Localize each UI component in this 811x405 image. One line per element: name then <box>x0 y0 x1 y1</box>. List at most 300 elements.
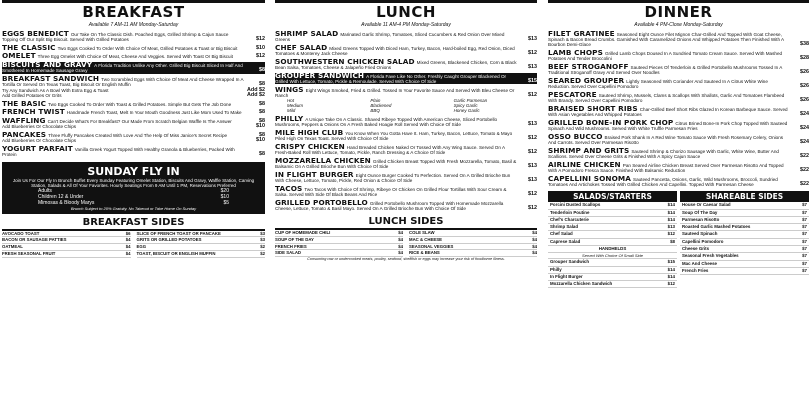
menu-item <box>275 56 537 70</box>
list-price: $14 <box>667 266 675 272</box>
list-price: $14 <box>667 216 675 222</box>
item-desc: Sauteed Shrimp, Mussels, Clams & Scallops With Shallots, Garlic And Tomatoes Flambeed With Brandy. Served Over Capellini Pomodoro <box>548 92 785 103</box>
menu-item <box>275 197 537 211</box>
wing-flavor: Hot <box>287 98 295 103</box>
side-price: $4 <box>398 243 403 249</box>
item-desc: Three Egg Omelet With Choice Of Meat, Cheese And Veggies. Served With Toast Or Big Biscuit <box>37 54 233 60</box>
item-price: $13 <box>528 162 537 169</box>
side-price: $4 <box>532 250 537 256</box>
side-row <box>2 244 131 251</box>
item-name: AIRLINE CHICKEN <box>548 159 621 169</box>
list-row <box>680 246 809 253</box>
starters-and-sides <box>548 191 809 288</box>
addon-price: Add $2 <box>247 86 265 93</box>
item-desc: You Know When You Gotta Have It. Ham, Turkey, Bacon, Lettuce, Tomato & Mayo Piled High On Texas Toast. Served With Choice Of Side <box>275 130 513 141</box>
list-name: Tenderloin Poutine <box>550 209 590 215</box>
side-name: FRESH SEASONAL FRUIT <box>2 250 56 256</box>
item-desc: Sauteed Pieces Of Tenderloin & Grilled Portobello Mushrooms Tossed In A Traditional Stroganoff Gravy And Served Over Noodles <box>548 64 783 75</box>
addon-price: $10 <box>256 123 265 130</box>
list-row <box>548 274 677 281</box>
list-row <box>548 267 677 274</box>
item-price: $15 <box>528 77 537 84</box>
item-price: $13 <box>528 120 537 127</box>
side-name: BACON OR SAUSAGE PATTIES <box>2 237 67 243</box>
list-price: $7 <box>802 238 807 244</box>
item-name: SHRIMP SALAD <box>275 28 339 38</box>
item-price: $24 <box>800 111 809 117</box>
menu-item <box>548 117 809 131</box>
list-row <box>548 259 677 266</box>
list-row <box>548 217 677 224</box>
breakfast-sides-grid <box>2 231 265 258</box>
item-name: GRILLED BONE-IN PORK CHOP <box>548 117 674 127</box>
item-desc: Sauteed Pancetta, Onions, Garlic, Wild Mushrooms, Broccoli, Sundried Tomatoes And Artichokes Tossed With Grilled Chicken And Capellini. Topped With Parmesan Cheese <box>548 176 778 187</box>
breakfast-hours: Available 7 AM-11 AM Monday-Saturday <box>88 22 179 28</box>
list-row <box>680 261 809 268</box>
item-name: MOZZARELLA CHICKEN <box>275 155 371 165</box>
addon-line <box>2 124 265 129</box>
list-name: In Flight Burger <box>550 273 583 279</box>
list-name: House Or Caesar Salad <box>682 202 731 208</box>
item-name: PESCATORE <box>548 89 597 99</box>
list-price: $15 <box>667 259 675 265</box>
list-name: Cheese Grits <box>682 245 710 251</box>
item-price: $12 <box>528 204 537 211</box>
item-name: PHILLY <box>275 113 304 123</box>
list-row <box>680 239 809 246</box>
item-desc: A Unique Take On A Classic. Shaved Ribeye Topped With American Cheese, Sliced Portobello Mushrooms, Peppers & Onions On A Fresh Baked Hoagie Roll Served With Choice Of Side <box>275 116 498 127</box>
side-name: EGG <box>136 244 147 250</box>
item-price: $26 <box>800 83 809 89</box>
wing-flavor: BBQ <box>370 108 380 113</box>
wing-flavor: Mild <box>287 108 296 113</box>
item-desc: Char-Grilled Beef Short Ribs Glazed In Korean Barbeque Sauce. Served With Asian Vegetables And Whipped Potatoes <box>548 106 788 117</box>
item-desc: Eight Wings Smoked, Fried & Grilled. Tossed In Your Favorite Sauce And Served With Bleu Cheese Or Ranch <box>275 87 515 98</box>
list-price: $7 <box>802 202 807 208</box>
breakfast-sides <box>2 217 265 258</box>
menu-item <box>2 98 265 108</box>
item-price: $24 <box>800 125 809 131</box>
list-price: $7 <box>802 267 807 273</box>
sunday-price: $10 <box>220 193 229 200</box>
item-desc: A Florida Tradition Unlike Any Other. Grilled Big Biscuit Sliced In Half And Smothered In Homemade Sausage Gravy <box>2 63 243 74</box>
item-name: PANCAKES <box>2 130 47 140</box>
breakfast-header <box>2 0 265 28</box>
side-price: $4 <box>125 237 131 243</box>
addon-text: Try Any Sandwich As A Bowl With Extra Egg & Toast <box>2 87 109 93</box>
list-name: Porcini Dusted Scallops <box>550 202 601 208</box>
item-desc: Hand Breaded Chicken Naked Or Tossed With Any Wing Sauce. Served On A Fresh-Baked Roll With Lettuce, Tomato, Pickle, Ranch Dressing & A Choice Of Side <box>275 144 505 155</box>
side-name: FRENCH FRIES <box>275 243 307 249</box>
list-row <box>680 253 809 260</box>
list-price: $7 <box>802 224 807 230</box>
list-price: $7 <box>802 209 807 215</box>
side-price: $4 <box>125 250 131 256</box>
list-name: Parmesan Risotto <box>682 216 720 222</box>
item-name: CHEF SALAD <box>275 42 328 52</box>
menu-item <box>548 28 809 48</box>
list-row <box>680 231 809 238</box>
sunday-label: Adults <box>38 187 52 194</box>
item-desc: Seasoned Eight Ounce Filet Mignon Char-Grilled And Topped With Goat Cheese, Spinach & Bacon Bread Crumbs. Garnished With Caramelized Onions And Whipped Potatoes Then Finished With A Bourbon Demi-Glace <box>548 31 784 47</box>
menu-item <box>275 141 537 155</box>
item-name: GROUPER SANDWICH <box>275 70 365 80</box>
item-price: $8 <box>259 151 265 158</box>
item-desc: Mixed Greens Topped With Diced Ham, Turkey, Bacon, Hard-boiled Egg, Red Onion, Diced Tomatoes & Monterey Jack Cheese <box>275 45 515 56</box>
item-price: $38 <box>800 41 809 47</box>
menu-item <box>275 113 537 127</box>
side-row <box>275 237 403 244</box>
menu-item <box>275 169 537 183</box>
lunch-sides <box>275 216 537 262</box>
item-name: GRILLED PORTOBELLO <box>275 197 368 207</box>
side-name: CUP OF HOMEMADE CHILI <box>275 230 331 235</box>
item-price: $12 <box>256 35 265 42</box>
side-row <box>137 237 266 244</box>
breakfast-items <box>2 28 265 158</box>
item-name: IN FLIGHT BURGER <box>275 169 354 179</box>
list-price: $12 <box>667 231 675 237</box>
dinner-title: DINNER <box>639 4 719 20</box>
item-name: BRAISED SHORT RIBS <box>548 103 638 113</box>
sunday-desc: Join Us For Our Fly In Brunch Buffet Every Sunday Featuring Omelet Station, Biscuits And Gravy, Waffle Station, Carving Station, Salads & All Of Your Favorites. Hourly Seatings From 9 AM Until 1 PM, Reservations Preferred <box>12 177 255 188</box>
list-row <box>680 224 809 231</box>
shareable-title: SHAREABLE SIDES <box>680 191 809 202</box>
item-price: $8 <box>259 109 265 116</box>
side-name: COLE SLAW <box>409 230 435 235</box>
item-name: WINGS <box>275 84 304 94</box>
side-price: $6 <box>125 230 131 236</box>
item-price: $22 <box>800 181 809 187</box>
wing-flavor: Plain <box>370 98 381 103</box>
item-desc: Vanilla Greek Yogurt Topped With Healthy Granola & Blueberries, Packed With Protein <box>2 147 235 158</box>
lunch-sides-title: LUNCH SIDES <box>275 216 537 230</box>
side-name: MAC & CHEESE <box>409 236 442 242</box>
item-price: $8 <box>259 132 265 139</box>
item-desc: Can't Decide What's For Breakfast? Our Made From Scratch Belgian Waffle Is The Answer <box>47 119 232 125</box>
item-desc: Grilled Portobello Mushroom Topped With Homemade Mozzarella Cheese, Lettuce, Tomato & Basil Mayo. Served On A Grilled Brioche Bun With Choice Of Side <box>275 200 504 211</box>
list-name: Roasted Garlic Mashed Potatoes <box>682 224 751 230</box>
side-row <box>275 230 403 237</box>
item-desc: Grilled Lamb Chops Doused In A Sundried Tomato Cream Sauce. Served With Mashed Potatoes And Tender Broccolini <box>548 50 783 61</box>
item-name: THE BASIC <box>2 98 47 108</box>
list-name: Grouper Sandwich <box>550 259 590 265</box>
list-name: Chef Salad <box>550 231 573 237</box>
side-price: $4 <box>532 230 537 235</box>
item-name: WAFFLING <box>2 116 46 126</box>
item-desc: Mixed Greens, Blackened Chicken, Corn & Black Bean Salsa, Tomatoes, Cheese & Jalapeño Fried Onions <box>275 59 517 70</box>
side-name: SLICE OF FRENCH TOAST OR PANCAKE <box>136 230 221 236</box>
wing-flavor: Honey Garlic <box>453 108 480 113</box>
side-name: SIDE SALAD <box>275 250 302 256</box>
consumption-warning: Consuming raw or undercooked meats, poultry, seafood, shellfish or eggs may increase your risk of foodborne illness. <box>307 257 505 262</box>
menu-item <box>548 75 809 89</box>
menu-item <box>548 103 809 117</box>
side-name: TOAST, BISCUIT OR ENGLISH MUFFIN <box>136 250 216 256</box>
menu-item <box>2 42 265 52</box>
list-price: $7 <box>802 231 807 237</box>
sunday-label: Children 12 & Under <box>38 193 84 200</box>
menu-item <box>2 76 265 87</box>
list-name: Caprese Salad <box>550 238 581 244</box>
addon-line <box>2 93 265 98</box>
item-desc: Grilled Chicken Breast Topped With Fresh Mozzarella, Tomato, Basil & Balsamic On A Grilled Brioche Bun With Choice Of Side <box>275 158 517 169</box>
salads-list <box>548 202 677 288</box>
item-price: $12 <box>528 190 537 197</box>
menu-item <box>275 42 537 56</box>
menu-item <box>548 61 809 75</box>
side-price: $4 <box>398 250 403 256</box>
item-desc: Three Fluffy Pancakes Created With Love And The Help Of Miss Janice's Secret Recipe <box>48 133 228 139</box>
item-desc: Two Eggs Cooked To Order With Toast & Grilled Potatoes. Simple But Gets The Job Done <box>48 101 232 107</box>
side-row <box>2 237 131 244</box>
item-price: $12 <box>528 91 537 98</box>
lunch-items <box>275 28 537 211</box>
item-price: $12 <box>256 53 265 60</box>
item-price: $24 <box>800 139 809 145</box>
item-name: MILE HIGH CLUB <box>275 127 344 137</box>
item-price: $22 <box>800 167 809 173</box>
item-name: LAMB CHOPS <box>548 47 603 57</box>
item-price: $8 <box>259 100 265 107</box>
item-price: $26 <box>800 97 809 103</box>
item-name: EGGS BENEDICT <box>2 28 69 38</box>
list-name: Seasonal Fresh Vegetables <box>682 253 739 259</box>
menu-item <box>2 109 265 115</box>
breakfast-title: BREAKFAST <box>76 4 190 20</box>
menu-item <box>275 155 537 169</box>
item-desc: Marinated Garlic Shrimp, Tomatoes, Sliced Cucumbers & Red Onion Over Mixed Greens <box>275 31 505 42</box>
side-price: $2 <box>260 250 265 256</box>
item-name: OSSO BUCCO <box>548 131 603 141</box>
list-price: $7 <box>802 245 807 251</box>
item-price: $12 <box>528 49 537 56</box>
item-name: YOGURT PARFAIT <box>2 144 73 154</box>
menu-item <box>2 53 265 59</box>
side-name: SEASONAL VEGGIES <box>409 243 454 249</box>
list-name: Mozzarella Chicken Sandwich <box>550 281 613 287</box>
side-price: $4 <box>532 236 537 242</box>
list-price: $7 <box>802 216 807 222</box>
wing-flavor: Medium <box>287 103 304 108</box>
sunday-price: $5 <box>223 199 229 206</box>
menu-item <box>548 173 809 187</box>
salads-starters <box>548 191 677 288</box>
side-row <box>409 230 537 237</box>
side-row <box>137 251 266 258</box>
lunch-hours: Available 11 AM-4 PM Monday-Saturday <box>361 22 451 28</box>
list-name: Sauteed Spinach <box>682 231 718 237</box>
item-name: BEEF STROGANOFF <box>548 61 629 71</box>
list-price: $12 <box>667 281 675 287</box>
item-name: FRENCH TWIST <box>2 107 65 117</box>
item-desc: Pan Seared Airline Chicken Breast Served Over Parmesan Risotto And Topped With A Pomodoro Fresca Sauce. Finished With Balsamic Reduction <box>548 162 784 173</box>
list-name: Philly <box>550 266 562 272</box>
side-row <box>2 251 131 258</box>
addon-price: $10 <box>256 137 265 144</box>
addon-line <box>2 138 265 143</box>
lunch-sides-grid <box>275 230 537 257</box>
list-row <box>548 281 677 288</box>
wing-flavor: Garlic Parmesan <box>453 98 488 103</box>
side-name: SOUP OF THE DAY <box>275 236 314 242</box>
item-price: $8 <box>259 81 265 88</box>
sunday-title: SUNDAY FLY IN <box>87 164 180 178</box>
item-name: OMELET <box>2 51 36 61</box>
menu-item <box>548 145 809 159</box>
list-name: Shrimp Salad <box>550 224 579 230</box>
item-name: CAPELLINI SONOMA <box>548 173 631 183</box>
lunch-column <box>275 0 537 405</box>
menu-item <box>275 28 537 42</box>
menu-item <box>548 131 809 145</box>
item-desc: Eight Ounce Burger Cooked To Perfection. Served On A Grilled Brioche Bun With Cheese, Lettuce, Tomato, Pickle, Red Onion & Choice Of Side <box>275 172 511 183</box>
side-row <box>137 244 266 251</box>
side-price: $3 <box>260 237 265 243</box>
list-price: $14 <box>667 209 675 215</box>
side-price: $3 <box>260 230 265 236</box>
item-name: THE CLASSIC <box>2 42 56 52</box>
side-row <box>137 231 266 238</box>
menu-item <box>2 146 265 157</box>
side-name: GRITS OR GRILLED POTATOES <box>136 237 202 243</box>
item-desc: Two Eggs Cooked To Order With Choice Of Meat, Grilled Potatoes & Toast or Big Biscuit <box>57 45 238 51</box>
list-row <box>680 210 809 217</box>
item-name: SHRIMP AND GRITS <box>548 145 630 155</box>
item-name: BISCUITS AND GRAVY <box>2 60 93 70</box>
menu-item <box>275 183 537 197</box>
menu-item <box>275 84 537 98</box>
lunch-header <box>275 0 537 28</box>
dinner-header <box>548 0 809 28</box>
addon-text: Add Blueberries Or Chocolate Chips <box>2 138 77 144</box>
list-row <box>548 224 677 231</box>
item-name: FILET GRATINEE <box>548 28 615 38</box>
menu-item <box>548 159 809 173</box>
side-row <box>409 250 537 257</box>
item-desc: Handmade French Toast, Melt In Your Mouth Goodness Just Like Mom Used To Make <box>66 110 242 116</box>
side-row <box>275 250 403 257</box>
side-price: $4 <box>398 230 403 235</box>
item-name: BREAKFAST SANDWICH <box>2 74 100 84</box>
breakfast-column <box>2 0 265 405</box>
list-price: $13 <box>667 224 675 230</box>
list-price: $14 <box>667 273 675 279</box>
list-price: $7 <box>802 253 807 259</box>
item-price: $13 <box>528 63 537 70</box>
list-row <box>680 268 809 275</box>
item-desc: Two Tacos With Choice Of Shrimp, Ribeye Or Chicken On Grilled Flour Tortillas With Sour Cream & Salsa. Served With Side Of Black Beans And Rice <box>275 186 507 197</box>
lunch-title: LUNCH <box>370 4 442 20</box>
list-row <box>548 202 677 209</box>
menu-item <box>275 127 537 141</box>
item-name: TACOS <box>275 183 303 193</box>
side-row <box>409 237 537 244</box>
breakfast-sides-title: BREAKFAST SIDES <box>2 217 265 231</box>
menu-item <box>275 70 537 84</box>
menu-item <box>2 28 265 42</box>
list-name: French Fries <box>682 267 709 273</box>
list-price: $7 <box>802 260 807 266</box>
item-desc: A Florida Fave Like No Other. Freshly Caught Grouper Blackened Or Grilled With Lettuce, Tomato, Pickle & Remoulade. Served With Choice Of Side <box>275 73 507 84</box>
item-desc: Lightly Seasoned With Coriander And Sauteed In A Citrus White Wine Reduction. Served Over Capellini Pomodoro <box>548 78 768 89</box>
item-name: SEARED GROUPER <box>548 75 625 85</box>
list-price: $8 <box>670 238 675 244</box>
addon-text: Add Grilled Potatoes Or Grits <box>2 92 62 98</box>
wing-flavor: Spicy Garlic <box>453 103 478 108</box>
menu-item <box>548 89 809 103</box>
item-desc: Sauteed Shrimp & Chorizo Sausage With Garlic, White Wine, Butter And Scallions. Served Over Cheese Grits & Finished With A Spicy Cajun Sauce <box>548 148 779 159</box>
item-name: CRISPY CHICKEN <box>275 141 345 151</box>
item-desc: Our Take On The Classic Dish. Poached Eggs, Grilled Shrimp & Cajun Sauce Topping Off Our Split Big Biscuit. Served With Grilled Potatoes <box>2 31 229 42</box>
side-name: OATMEAL <box>2 244 23 250</box>
side-row <box>409 244 537 251</box>
item-price: $8 <box>259 118 265 125</box>
item-price: $26 <box>800 69 809 75</box>
list-name: Chef's Charcuterie <box>550 216 589 222</box>
addon-text: Add Blueberries Or Chocolate Chips <box>2 124 77 130</box>
handhelds-note: Served With Choice Of Small Side <box>548 253 677 259</box>
handhelds-title: HANDHELDS <box>548 246 677 253</box>
side-row <box>2 231 131 238</box>
sunday-prices <box>8 188 259 206</box>
list-price: $14 <box>667 202 675 208</box>
list-row <box>548 210 677 217</box>
sunday-label: Mimosas & Bloody Marys <box>38 199 95 206</box>
sunday-fly-in <box>2 162 265 214</box>
menu-item <box>548 47 809 61</box>
sunday-note: Brunch Subject to 20% Gratuity. No Takeout or Take Home On Sunday <box>70 205 197 211</box>
side-name: RICE & BEANS <box>409 250 440 256</box>
list-row <box>680 217 809 224</box>
shareable-list <box>680 202 809 275</box>
side-price: $4 <box>398 236 403 242</box>
sunday-price: $20 <box>220 187 229 194</box>
wing-flavor: Blackened <box>370 103 392 108</box>
salads-title: SALADS/STARTERS <box>548 191 677 202</box>
dinner-column <box>548 0 809 405</box>
item-desc: Citrus Brined Bone-In Pork Chop Topped With Sauteed Spinach And Wild Mushrooms. Served With White Truffle Parmesan Fries <box>548 120 788 131</box>
list-row <box>548 239 677 246</box>
item-price: $13 <box>528 176 537 183</box>
side-price: $2 <box>260 244 265 250</box>
side-price: $4 <box>532 243 537 249</box>
item-name: SOUTHWESTERN CHICKEN SALAD <box>275 56 415 66</box>
list-name: Capellini Pomodoro <box>682 238 724 244</box>
list-row <box>548 231 677 238</box>
dinner-hours: Available 4 PM-Close Monday-Saturday <box>634 22 723 28</box>
list-name: Soup Of The Day <box>682 209 718 215</box>
side-row <box>275 244 403 251</box>
item-price: $8 <box>259 67 265 74</box>
addon-price: Add $2 <box>247 91 265 98</box>
side-price: $4 <box>125 244 131 250</box>
item-desc: Two Scrambled Eggs With Choice Of Meat And Cheese Wrapped In A Tortilla Or Served On Texas Toast, Big Biscuit Or English Muffin <box>2 77 244 88</box>
item-price: $12 <box>528 148 537 155</box>
wing-flavors <box>275 98 537 113</box>
item-price: $10 <box>256 44 265 51</box>
dinner-items <box>548 28 809 188</box>
item-price: $22 <box>800 153 809 159</box>
list-row <box>680 202 809 209</box>
item-price: $12 <box>528 134 537 141</box>
item-price: $13 <box>528 35 537 42</box>
shareable-sides <box>680 191 809 288</box>
side-name: AVOCADO TOAST <box>2 230 40 236</box>
list-name: Mac And Cheese <box>682 260 717 266</box>
item-price: $28 <box>800 55 809 61</box>
item-desc: Braised Pork Shank In A Red Wine Tomato Sauce With Fresh Rosemary Celery, Onions And Carrots. Served Over Parmesan Risotto <box>548 134 784 145</box>
